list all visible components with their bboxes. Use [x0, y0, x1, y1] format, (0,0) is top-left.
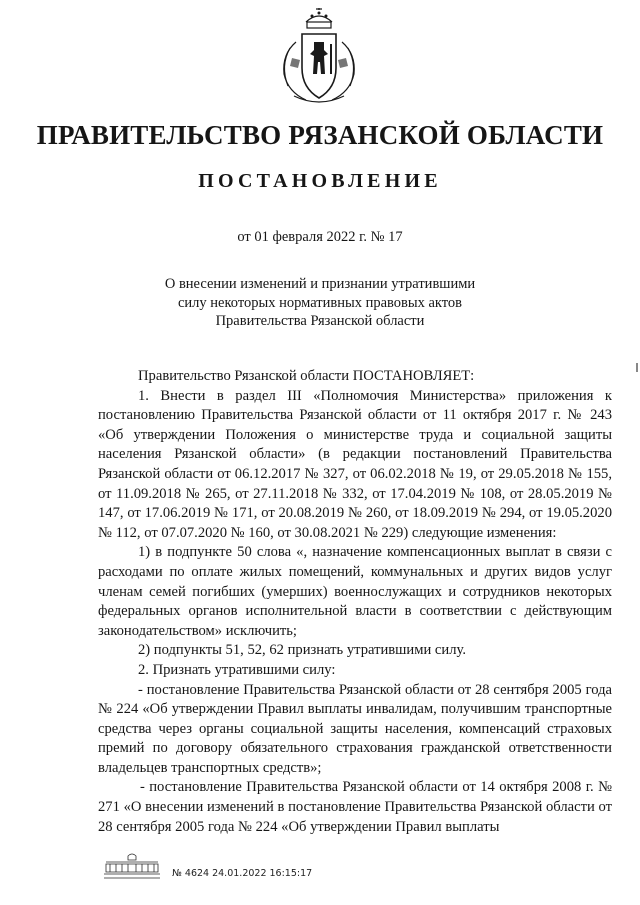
document-body	[98, 367, 612, 837]
ryazan-coat-of-arms-icon	[276, 8, 362, 108]
registration-number: № 4624 24.01.2022 16:15:17	[172, 868, 313, 879]
body-paragraph: 2. Признать утратившими силу:	[138, 661, 336, 678]
body-paragraph: - постановление Правительства Рязанской области от 28 сентября 2005 года № 224 «Об утверждении Правил выплаты инвалидам, получившим транспортные средства через органы социальной защиты населения, компенсаций страховых премий по договору обязательного страхования гражданской ответственности владельцев транспортных средств»;	[98, 681, 612, 776]
document-footer	[102, 852, 362, 882]
ministry-building-stamp-icon	[102, 852, 162, 880]
margin-mark	[636, 363, 638, 372]
body-paragraph: 1) в подпункте 50 слова «, назначение компенсационных выплат в связи с расходами по оплате жилых помещений, коммунальных и других видов услуг членам семей погибших (умерших) военнослужащих и сотрудников некоторых федеральных органов исполнительной власти в соответствии с действующим законодательством» исключить;	[98, 544, 612, 639]
document-subject	[0, 275, 640, 331]
subject-line: силу некоторых нормативных правовых актов	[177, 294, 463, 311]
subject-line: О внесении изменений и признании утратившими	[164, 276, 476, 292]
subject-line: Правительства Рязанской области	[215, 313, 425, 329]
preamble-paragraph: Правительство Рязанской области ПОСТАНОВЛЯЕТ:	[138, 368, 475, 384]
document-type: ПОСТАНОВЛЕНИЕ	[198, 170, 442, 192]
body-paragraph: - постановление Правительства Рязанской области от 14 октября 2008 г. № 271 «О внесении изменений в постановление Правительства Рязанской области от 28 сентября 2005 года № 224 «Об утверждении Правил выплаты	[98, 779, 612, 835]
document-date-number: от 01 февраля 2022 г. № 17	[237, 229, 403, 245]
body-paragraph: 1. Внести в раздел III «Полномочия Министерства» приложения к постановлению Правительства Рязанской области от 11 октября 2017 г. № 243 «Об утверждении Положения о министерстве труда и социальной защиты населения Рязанской области» (в редакции постановлений Правительства Рязанской области от 06.12.2017 № 327, от 06.02.2018 № 19, от 29.05.2018 № 155, от 11.09.2018 № 265, от 27.11.2018 № 332, от 17.04.2019 № 108, от 28.05.2019 № 147, от 17.06.2019 № 171, от 20.08.2019 № 260, от 18.09.2019 № 294, от 19.05.2020 № 112, от 07.07.2020 № 160, от 30.08.2021 № 229) следующие изменения:	[98, 387, 612, 541]
body-paragraph: 2) подпункты 51, 52, 62 признать утратившими силу.	[138, 642, 466, 659]
organization-title: ПРАВИТЕЛЬСТВО РЯЗАНСКОЙ ОБЛАСТИ	[36, 120, 604, 150]
